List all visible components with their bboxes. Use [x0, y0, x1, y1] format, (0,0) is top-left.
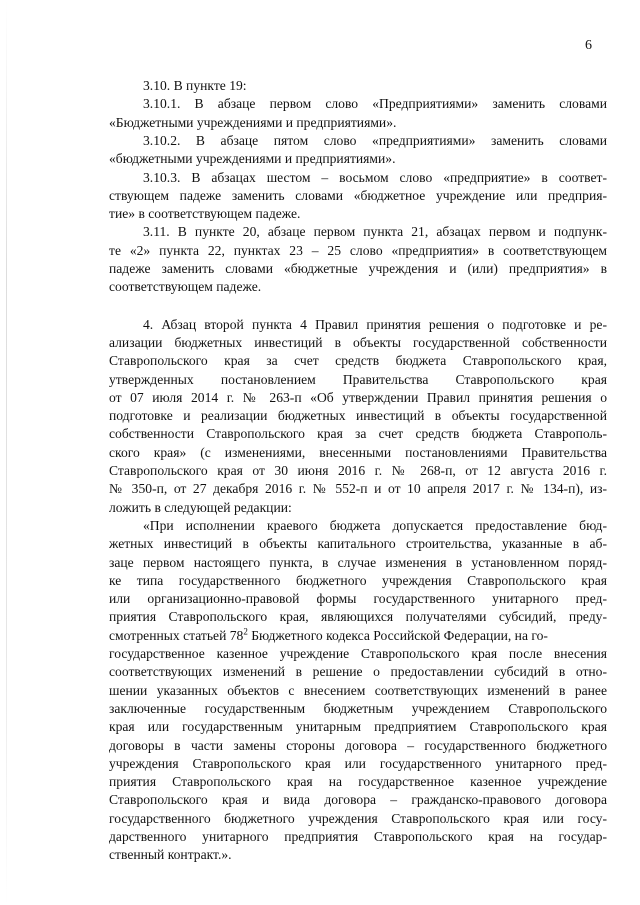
paragraph-4-line-7: собственности Ставропольского края за счет средств бюджета Ставрополь-	[109, 426, 607, 442]
paragraph-3-10-3-line-3: тие» в соответствующем падеже.	[109, 206, 301, 222]
quote-line-7-start: смотренных статьей 78	[109, 627, 244, 643]
article-superscript: 2	[243, 626, 248, 637]
quote-line-4: ке типа государственного бюджетного учреждения Ставропольского края	[109, 572, 607, 588]
paragraph-3-10-1-line-1: 3.10.1. В абзаце первом слово «Предприятиями» заменить словами	[143, 96, 607, 112]
quote-line-10: шении указанных объектов с внесением соответствующих изменений в ранее	[109, 682, 607, 698]
quote-line-6: приятия Ставропольского края, являющихся получателями субсидий, преду-	[109, 609, 607, 625]
paragraph-3-10-3-line-2: ствующем падеже заменить словами «бюджетное учреждение или предприя-	[109, 187, 607, 203]
quote-line-12: края или государственным унитарным предприятием Ставропольского края	[109, 719, 607, 735]
paragraph-3-10-3-line-1: 3.10.3. В абзацах шестом – восьмом слово «предприятие» в соответ-	[143, 169, 607, 185]
paragraph-3-11-line-2: те «2» пункта 22, пунктах 23 – 25 слово «предприятия» в соответствующем	[109, 242, 607, 258]
paragraph-3-11-line-4: соответствующем падеже.	[109, 279, 262, 295]
quote-line-7-end: Бюджетного кодекса Российской Федерации, на го-	[247, 627, 548, 643]
paragraph-4-line-6: подготовке и реализации бюджетных инвестиций в объекты государственной	[109, 408, 607, 424]
quote-line-13: договоры в части замены стороны договора – государственного бюджетного	[109, 737, 607, 753]
scan-edge	[6, 0, 7, 905]
paragraph-4-line-3: Ставропольского края за счет средств бюджета Ставропольского края,	[109, 353, 607, 369]
paragraph-4-line-2: ализации бюджетных инвестиций в объекты государственной собственности	[109, 334, 607, 350]
quote-line-1: «При исполнении краевого бюджета допускается предоставление бюд-	[143, 517, 607, 533]
quote-line-18: дарственного унитарного предприятия Ставропольского края на государ-	[109, 829, 607, 844]
page-number: 6	[585, 38, 592, 53]
quote-line-11: заключенные государственным бюджетным учреждением Ставропольского	[109, 700, 607, 716]
paragraph-4-line-11: ложить в следующей редакции:	[109, 499, 292, 515]
quote-line-17: государственного бюджетного учреждения Ставропольского края или госу-	[109, 810, 607, 826]
paragraph-4-line-1: 4. Абзац второй пункта 4 Правил принятия решения о подготовке и ре-	[143, 316, 607, 332]
paragraph-4-line-8: ского края» (с изменениями, внесенными постановлениями Правительства	[109, 444, 607, 460]
quote-line-8: государственное казенное учреждение Ставропольского края после внесения	[109, 646, 607, 661]
paragraph-4-line-5: от 07 июля 2014 г. № 263-п «Об утверждении Правил принятия решения о	[109, 389, 607, 405]
paragraph-3-10-2-line-1: 3.10.2. В абзаце пятом слово «предприятиями» заменить словами	[143, 132, 607, 148]
quote-line-9: соответствующих изменений в решение о предоставлении субсидий в отно-	[109, 664, 607, 680]
paragraph-3-10-1-line-2: «Бюджетными учреждениями и предприятиями».	[109, 114, 397, 130]
paragraph-3-11-line-1: 3.11. В пункте 20, абзаце первом пункта 21, абзацах первом и подпунк-	[143, 224, 607, 240]
quote-line-19: ственный контракт.».	[109, 847, 232, 863]
quote-line-2: жетных инвестиций в объекты капитального строительства, указанные в аб-	[109, 536, 607, 552]
paragraph-3-10: 3.10. В пункте 19:	[143, 78, 247, 93]
quote-line-15: приятия Ставропольского края на государственное казенное учреждение	[109, 774, 607, 790]
quote-line-16: Ставропольского края и вида договора – гражданско-правового договора	[109, 792, 607, 808]
paragraph-4-line-9: Ставропольского края от 30 июня 2016 г. № 268-п, от 12 августа 2016 г.	[109, 463, 607, 478]
paragraph-4-line-10: № 350-п, от 27 декабря 2016 г. № 552-п и от 10 апреля 2017 г. № 134-п), из-	[109, 481, 607, 497]
quote-line-7	[109, 628, 607, 644]
quote-line-3: заце первом настоящего пункта, в случае изменения в установленном поряд-	[109, 554, 607, 570]
paragraph-3-11-line-3: падеже заменить словами «бюджетные учреждения и (или) предприятия» в	[109, 261, 607, 276]
paragraph-4-line-4: утвержденных постановлением Правительства Ставропольского края	[109, 371, 607, 387]
quote-line-14: учреждения Ставропольского края или государственного унитарного пред-	[109, 755, 607, 771]
quote-line-5: или организационно-правовой формы государственного унитарного пред-	[109, 591, 607, 607]
paragraph-3-10-2-line-2: «бюджетными учреждениями и предприятиями».	[109, 151, 396, 167]
